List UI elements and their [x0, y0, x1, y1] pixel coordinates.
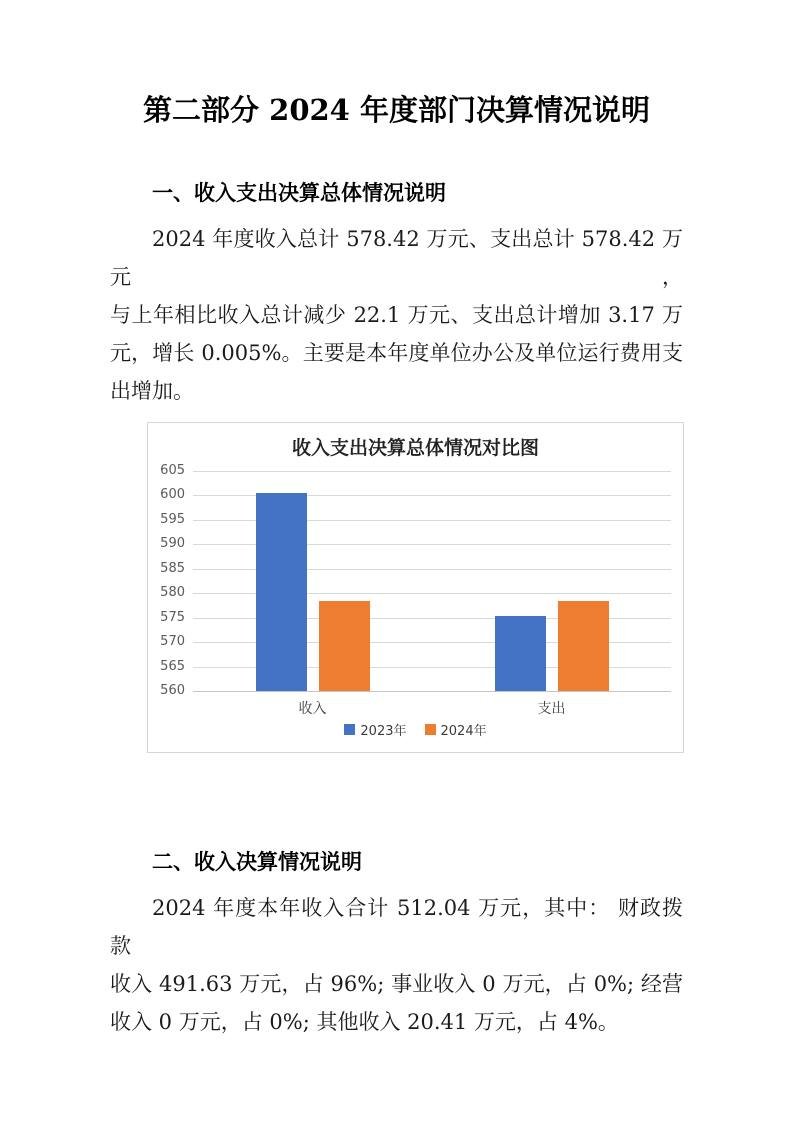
- y-axis-tick-label: 595: [160, 511, 185, 527]
- y-axis-tick-label: 600: [160, 487, 185, 503]
- document-title: 第二部分 2024 年度部门决算情况说明: [143, 93, 650, 127]
- paragraph-line: 收入 0 万元，占 0%; 其他收入 20.41 万元，占 4%。: [110, 1010, 619, 1034]
- paragraph-line: 2024 年度收入总计 578.42 万元、支出总计 578.42 万元，: [110, 227, 683, 289]
- gridline: [193, 471, 671, 472]
- y-axis-tick-label: 570: [160, 634, 185, 650]
- y-axis-tick-label: 605: [160, 463, 185, 478]
- section-income: [110, 847, 683, 1041]
- section-2-paragraph: [110, 889, 683, 1041]
- y-axis-tick-label: 560: [160, 683, 185, 698]
- chart-legend: [148, 720, 683, 739]
- paragraph-line: 元，增长 0.005%。主要是本年度单位办公及单位运行费用支: [110, 341, 683, 365]
- paragraph-line: 收入 491.63 万元，占 96%; 事业收入 0 万元，占 0%; 经营: [110, 972, 683, 996]
- chart-title: 收入支出决算总体情况对比图: [291, 437, 539, 459]
- chart-plot-area: [160, 463, 671, 717]
- x-axis-category-label: 支出: [537, 701, 566, 717]
- legend-swatch-icon: [425, 724, 436, 735]
- legend-label: 2024年: [440, 724, 487, 739]
- income-expense-bar-chart: [147, 422, 684, 753]
- y-axis-tick-label: 580: [160, 585, 185, 601]
- legend-item: [344, 720, 406, 739]
- paragraph-line: 2024 年度本年收入合计 512.04 万元，其中： 财政拨款: [110, 896, 683, 958]
- legend-label: 2023年: [360, 724, 407, 739]
- bar-2024年-收入: [319, 601, 370, 691]
- section-overall: [110, 178, 683, 410]
- bar-2023年-收入: [256, 493, 307, 691]
- section-1-paragraph: [110, 220, 683, 410]
- gridline: [193, 691, 671, 692]
- y-axis-tick-label: 590: [160, 536, 185, 552]
- y-axis-tick-label: 585: [160, 560, 185, 576]
- bar-2023年-支出: [495, 616, 546, 691]
- legend-swatch-icon: [344, 724, 355, 735]
- section-1-heading: 一、收入支出决算总体情况说明: [152, 181, 446, 205]
- bar-2024年-支出: [558, 601, 609, 691]
- paragraph-line: 出增加。: [110, 379, 194, 403]
- y-axis-tick-label: 565: [160, 658, 185, 674]
- y-axis-tick-label: 575: [160, 609, 185, 625]
- paragraph-line: 与上年相比收入总计减少 22.1 万元、支出总计增加 3.17 万: [110, 303, 683, 327]
- legend-item: [425, 720, 487, 739]
- x-axis-category-label: 收入: [298, 701, 327, 717]
- section-2-heading: 二、收入决算情况说明: [152, 850, 362, 874]
